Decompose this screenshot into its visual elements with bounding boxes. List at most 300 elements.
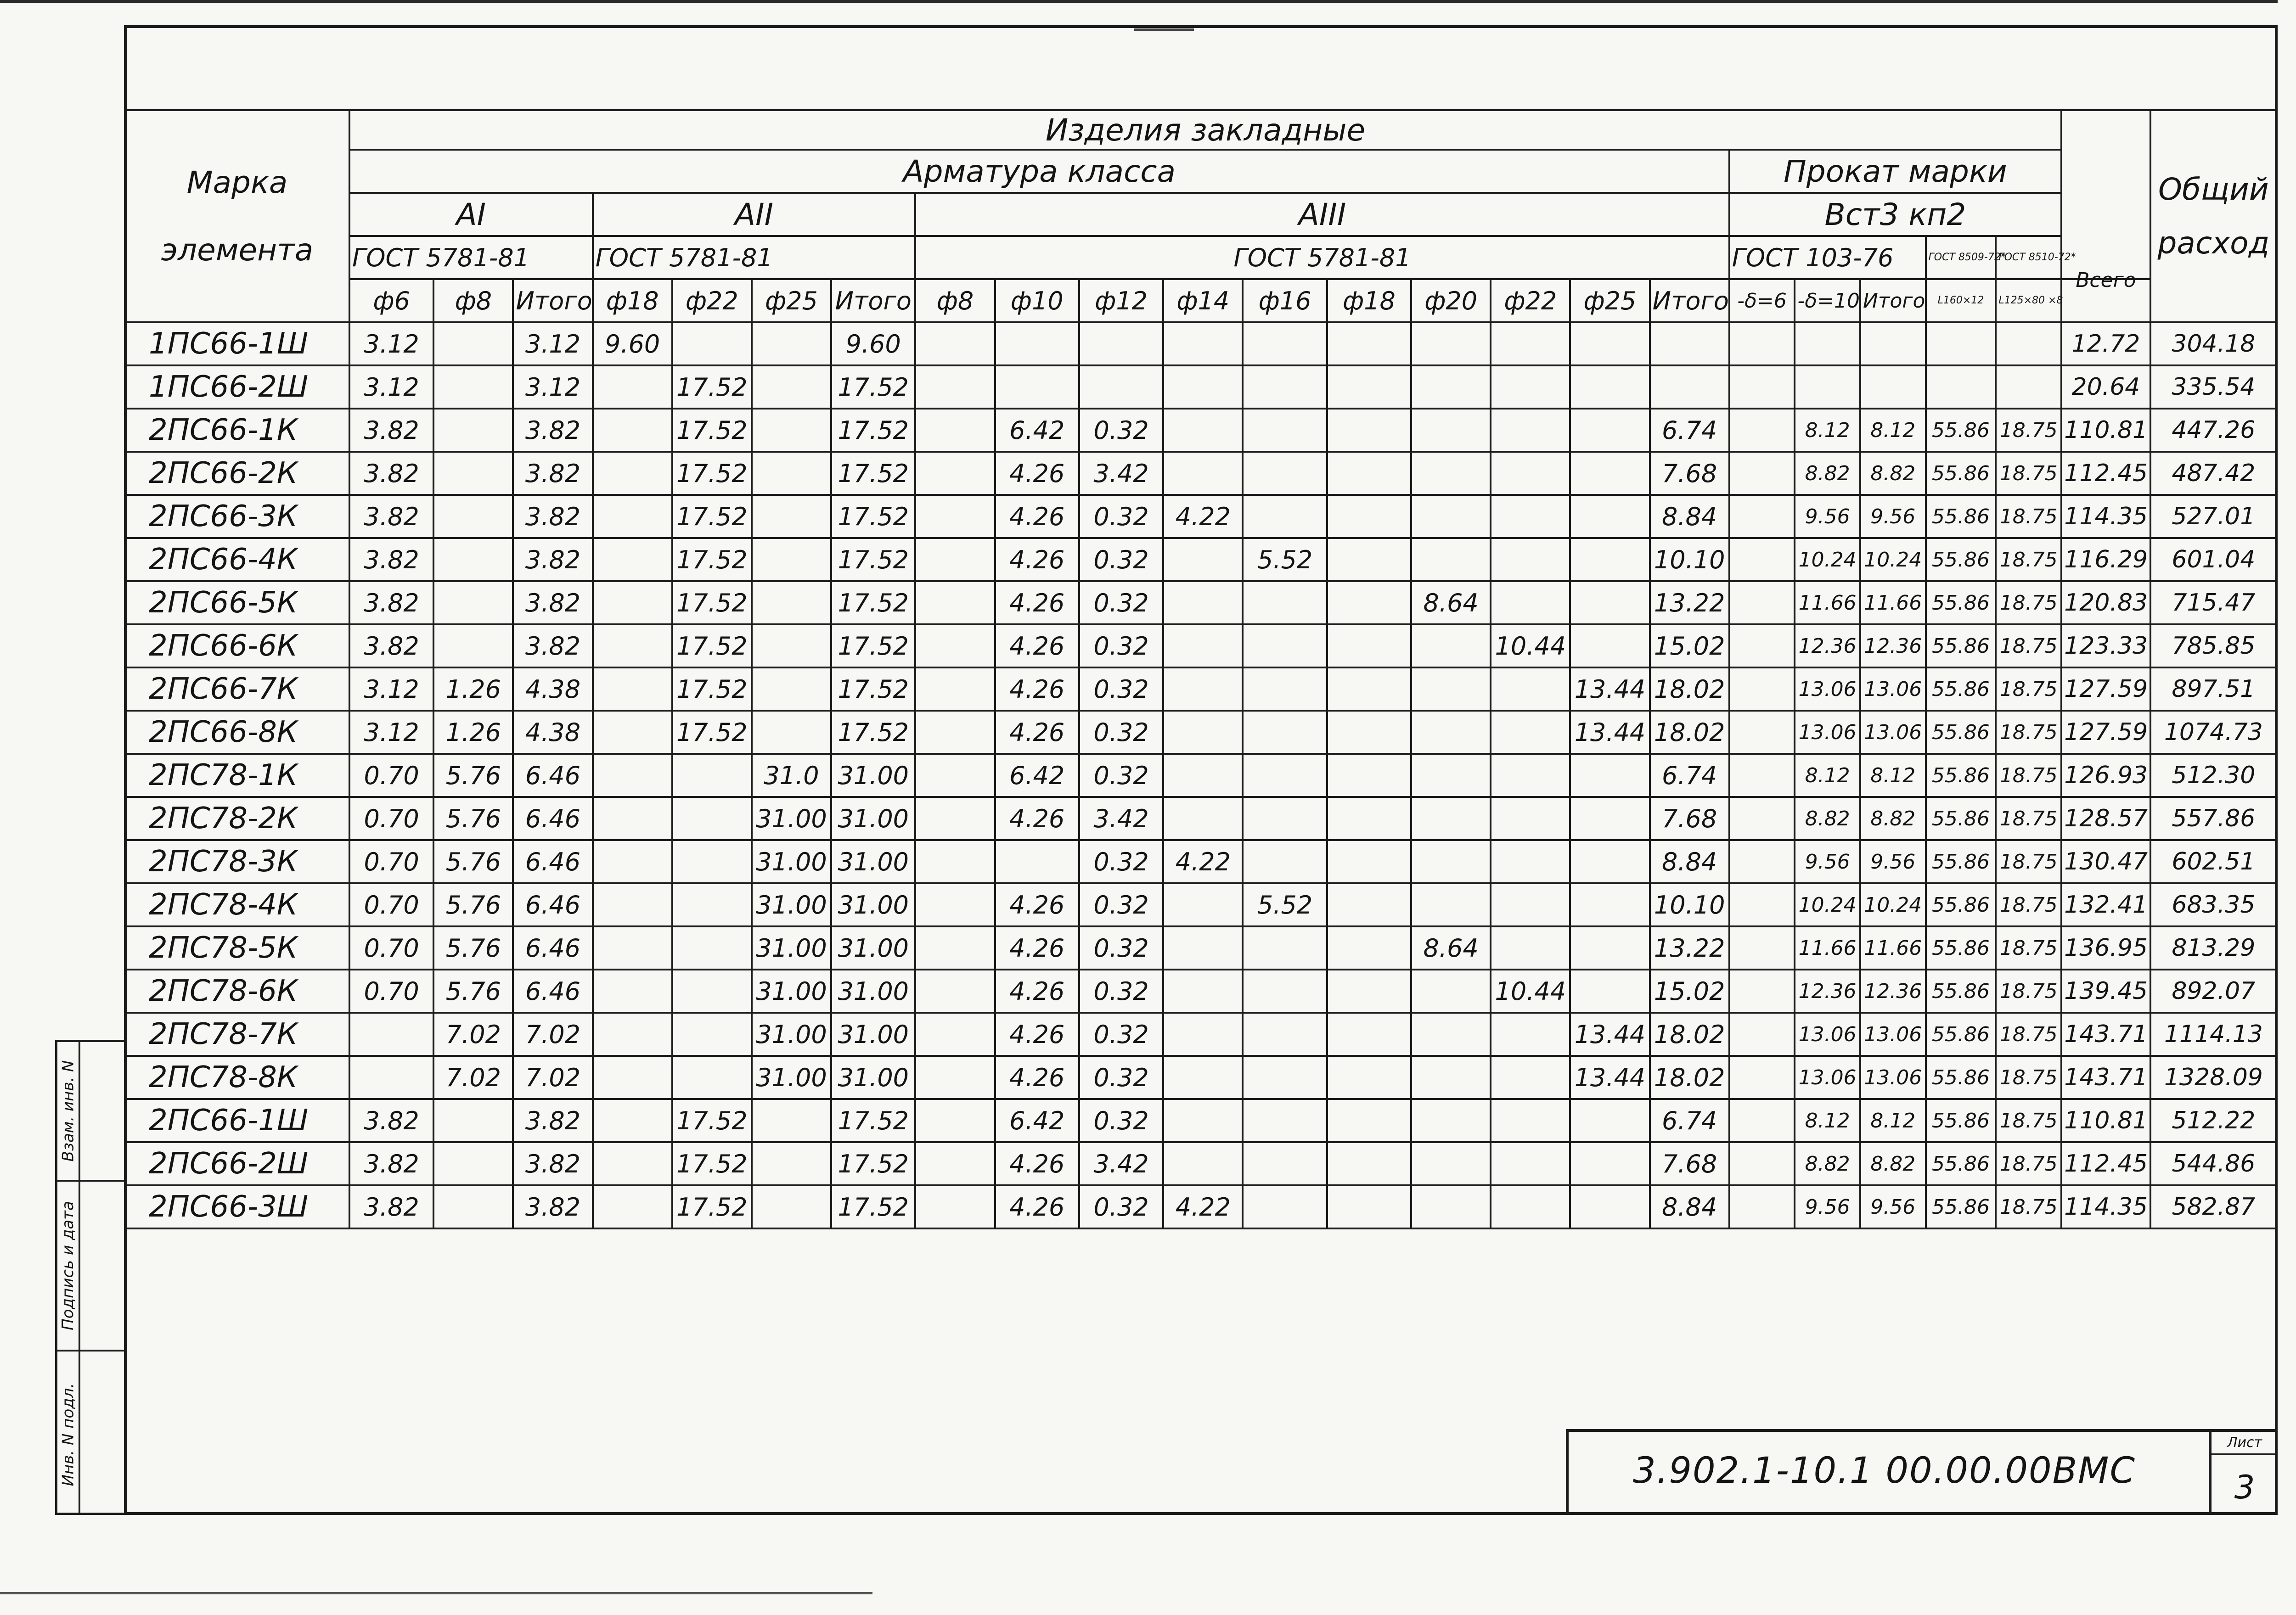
table-cell: 110.81 (2061, 1099, 2150, 1142)
table-cell (915, 495, 995, 538)
table-cell: 0.32 (1079, 1099, 1163, 1142)
table-cell (1411, 452, 1491, 495)
table-cell: 4.26 (995, 1185, 1079, 1228)
table-cell: 3.42 (1079, 1142, 1163, 1185)
table-cell: 0.32 (1079, 926, 1163, 970)
table-cell (752, 1142, 831, 1185)
table-cell: 114.35 (2061, 495, 2150, 538)
table-cell: 13.44 (1570, 711, 1649, 754)
table-cell (593, 1185, 672, 1228)
table-cell: 13.06 (1795, 1056, 1860, 1099)
table-cell: 11.66 (1860, 581, 1926, 624)
table-cell (1491, 926, 1570, 970)
table-cell: 13.06 (1795, 1013, 1860, 1056)
table-cell: 55.86 (1926, 1142, 1996, 1185)
table-cell: 13.22 (1650, 581, 1729, 624)
table-cell: 18.75 (1996, 624, 2061, 667)
table-cell: 31.00 (752, 1013, 831, 1056)
table-cell (1729, 797, 1795, 840)
page-edge-bottom (0, 1592, 872, 1594)
table-cell: 18.75 (1996, 667, 2061, 711)
table-cell: 8.82 (1795, 797, 1860, 840)
gost-a2: ГОСТ 5781-81 (593, 236, 916, 279)
table-cell: 13.06 (1860, 1056, 1926, 1099)
table-cell (1570, 624, 1649, 667)
table-cell (1570, 883, 1649, 926)
table-cell (1860, 365, 1926, 409)
table-cell: 582.87 (2150, 1185, 2277, 1228)
table-cell (1570, 409, 1649, 452)
table-cell: 4.26 (995, 667, 1079, 711)
table-cell (1411, 409, 1491, 452)
table-cell: 9.60 (831, 322, 915, 365)
table-cell: 5.76 (433, 840, 513, 883)
table-cell (915, 926, 995, 970)
table-cell (915, 452, 995, 495)
row-mark: 2ПС66-1К (125, 409, 349, 452)
table-cell (915, 365, 995, 409)
row-mark: 2ПС66-2К (125, 452, 349, 495)
table-cell: 10.24 (1860, 538, 1926, 581)
table-cell: 3.42 (1079, 452, 1163, 495)
side-stamp-col-blank (80, 1042, 126, 1513)
row-mark: 1ПС66-1Ш (125, 322, 349, 365)
table-cell (1926, 365, 1996, 409)
table-cell (1163, 409, 1243, 452)
table-cell: 17.52 (831, 409, 915, 452)
table-cell: 112.45 (2061, 1142, 2150, 1185)
table-cell (1491, 711, 1570, 754)
table-cell (1411, 711, 1491, 754)
table-cell: 3.82 (349, 409, 433, 452)
table-cell (1243, 840, 1327, 883)
table-cell (1243, 452, 1327, 495)
table-cell (433, 624, 513, 667)
table-cell (1570, 1099, 1649, 1142)
table-row (125, 1013, 2277, 1056)
table-cell: 130.47 (2061, 840, 2150, 883)
table-row (125, 1185, 2277, 1228)
table-cell (593, 797, 672, 840)
table-cell: 8.82 (1795, 1142, 1860, 1185)
table-cell (1411, 883, 1491, 926)
table-cell (1327, 538, 1411, 581)
table-cell: 18.02 (1650, 1056, 1729, 1099)
table-cell (672, 840, 752, 883)
table-cell: 3.82 (349, 1185, 433, 1228)
col-head: -δ=6 (1729, 279, 1795, 322)
table-cell: 13.06 (1795, 711, 1860, 754)
table-cell: 13.22 (1650, 926, 1729, 970)
table-cell: 18.75 (1996, 926, 2061, 970)
table-cell (1570, 581, 1649, 624)
table-cell: 3.82 (349, 538, 433, 581)
table-cell: 3.82 (513, 538, 592, 581)
side-cell-blank (80, 1180, 126, 1350)
table-cell (1570, 970, 1649, 1013)
table-cell: 13.06 (1860, 667, 1926, 711)
table-cell: 0.70 (349, 970, 433, 1013)
table-cell: 0.70 (349, 926, 433, 970)
table-cell: 0.70 (349, 883, 433, 926)
table-cell (1570, 1185, 1649, 1228)
table-row (125, 667, 2277, 711)
table-cell: 8.12 (1795, 754, 1860, 797)
table-cell: 17.52 (672, 409, 752, 452)
table-cell (1411, 754, 1491, 797)
table-cell (1163, 1099, 1243, 1142)
table-cell (1243, 926, 1327, 970)
table-cell (1163, 322, 1243, 365)
table-cell: 55.86 (1926, 797, 1996, 840)
table-row (125, 754, 2277, 797)
table-cell (1243, 581, 1327, 624)
table-cell: 55.86 (1926, 1013, 1996, 1056)
table-cell: 13.44 (1570, 1056, 1649, 1099)
table-cell: 18.75 (1996, 538, 2061, 581)
table-cell: 9.56 (1795, 840, 1860, 883)
table-cell: 31.00 (831, 1013, 915, 1056)
table-row (125, 711, 2277, 754)
table-cell: 55.86 (1926, 711, 1996, 754)
table-cell: 8.82 (1860, 797, 1926, 840)
table-cell (1327, 1099, 1411, 1142)
table-cell: 55.86 (1926, 409, 1996, 452)
table-cell (1327, 624, 1411, 667)
row-mark: 2ПС78-4К (125, 883, 349, 926)
table-cell (752, 1185, 831, 1228)
class-a3: АIII (915, 193, 1729, 236)
table-cell (995, 840, 1079, 883)
table-cell: 55.86 (1926, 970, 1996, 1013)
table-cell (433, 1185, 513, 1228)
table-cell: 15.02 (1650, 970, 1729, 1013)
table-cell: 8.84 (1650, 1185, 1729, 1228)
table-cell: 1.26 (433, 711, 513, 754)
table-cell: 4.26 (995, 452, 1079, 495)
table-row (125, 581, 2277, 624)
table-cell: 512.22 (2150, 1099, 2277, 1142)
table-cell: 10.10 (1650, 538, 1729, 581)
table-cell (1243, 667, 1327, 711)
table-cell: 18.02 (1650, 667, 1729, 711)
table-cell: 17.52 (831, 365, 915, 409)
table-cell: 0.32 (1079, 754, 1163, 797)
class-a1: АI (349, 193, 593, 236)
table-cell: 4.38 (513, 711, 592, 754)
table-cell: 6.46 (513, 926, 592, 970)
table-cell: 0.70 (349, 840, 433, 883)
row-mark: 2ПС78-7К (125, 1013, 349, 1056)
table-cell (433, 452, 513, 495)
table-cell: 13.06 (1795, 667, 1860, 711)
table-cell (1729, 624, 1795, 667)
table-cell (1650, 365, 1729, 409)
col-head: Итого (1650, 279, 1729, 322)
table-cell: 8.12 (1795, 1099, 1860, 1142)
table-cell (1729, 452, 1795, 495)
table-cell: 5.52 (1243, 538, 1327, 581)
col-head: L160×12 (1926, 279, 1996, 322)
table-row (125, 624, 2277, 667)
table-cell: 9.60 (593, 322, 672, 365)
table-cell (1327, 797, 1411, 840)
table-cell (1079, 322, 1163, 365)
table-cell: 31.00 (752, 1056, 831, 1099)
table-cell (1491, 495, 1570, 538)
table-cell (1411, 1185, 1491, 1228)
table-cell: 3.12 (513, 365, 592, 409)
table-cell (593, 452, 672, 495)
col-head: ф22 (1491, 279, 1570, 322)
table-cell: 139.45 (2061, 970, 2150, 1013)
table-cell: 18.75 (1996, 409, 2061, 452)
side-stamp-col (57, 1042, 80, 1513)
table-row (125, 452, 2277, 495)
table-cell (752, 538, 831, 581)
table-cell: 18.75 (1996, 1185, 2061, 1228)
table-cell (433, 538, 513, 581)
table-cell: 132.41 (2061, 883, 2150, 926)
table-cell: 0.32 (1079, 581, 1163, 624)
table-cell: 18.75 (1996, 495, 2061, 538)
table-cell (1163, 1142, 1243, 1185)
table-cell: 17.52 (831, 711, 915, 754)
table-cell (1491, 797, 1570, 840)
table-cell (1411, 538, 1491, 581)
table-row (125, 1056, 2277, 1099)
table-cell (915, 1142, 995, 1185)
table-cell (1491, 1013, 1570, 1056)
table-cell: 136.95 (2061, 926, 2150, 970)
row-mark: 2ПС78-3К (125, 840, 349, 883)
table-cell: 8.84 (1650, 495, 1729, 538)
table-cell: 31.00 (752, 840, 831, 883)
table-cell: 112.45 (2061, 452, 2150, 495)
table-cell: 120.83 (2061, 581, 2150, 624)
table-cell: 0.32 (1079, 1056, 1163, 1099)
table-cell: 512.30 (2150, 754, 2277, 797)
table-cell: 17.52 (672, 711, 752, 754)
table-cell: 9.56 (1795, 495, 1860, 538)
table-cell (593, 1056, 672, 1099)
table-cell: 31.00 (752, 926, 831, 970)
table-cell: 487.42 (2150, 452, 2277, 495)
table-cell: 17.52 (672, 365, 752, 409)
table-cell (1327, 926, 1411, 970)
table-cell: 12.36 (1795, 624, 1860, 667)
table-cell: 6.46 (513, 840, 592, 883)
table-cell: 128.57 (2061, 797, 2150, 840)
table-cell (593, 926, 672, 970)
table-cell: 6.46 (513, 797, 592, 840)
table-cell: 17.52 (672, 1185, 752, 1228)
row-mark: 2ПС66-2Ш (125, 1142, 349, 1185)
table-cell: 5.76 (433, 797, 513, 840)
table-cell (1327, 409, 1411, 452)
table-row (125, 797, 2277, 840)
table-cell: 6.46 (513, 754, 592, 797)
table-row (125, 840, 2277, 883)
table-cell (433, 495, 513, 538)
table-cell: 0.70 (349, 797, 433, 840)
table-cell: 683.35 (2150, 883, 2277, 926)
table-cell (1729, 1013, 1795, 1056)
table-cell (752, 495, 831, 538)
table-cell: 5.76 (433, 926, 513, 970)
table-cell: 7.02 (433, 1056, 513, 1099)
table-cell: 4.26 (995, 1142, 1079, 1185)
table-cell: 8.82 (1860, 452, 1926, 495)
col-head: ф8 (915, 279, 995, 322)
table-cell: 31.0 (752, 754, 831, 797)
table-cell: 17.52 (831, 1099, 915, 1142)
table-cell (433, 322, 513, 365)
table-cell: 143.71 (2061, 1056, 2150, 1099)
table-cell (1411, 365, 1491, 409)
table-cell: 5.76 (433, 883, 513, 926)
table-cell (1243, 1142, 1327, 1185)
table-cell: 17.52 (672, 581, 752, 624)
table-cell: 18.75 (1996, 840, 2061, 883)
table-cell (672, 926, 752, 970)
table-cell: 0.32 (1079, 538, 1163, 581)
table-cell (433, 1099, 513, 1142)
table-cell: 123.33 (2061, 624, 2150, 667)
table-cell: 9.56 (1860, 1185, 1926, 1228)
table-cell: 55.86 (1926, 1099, 1996, 1142)
table-cell (1327, 1142, 1411, 1185)
table-cell (915, 667, 995, 711)
table-cell: 7.68 (1650, 797, 1729, 840)
element-label: элемента (161, 232, 314, 268)
table-cell: 7.68 (1650, 452, 1729, 495)
group-title: Изделия закладные (349, 110, 2061, 150)
table-cell: 18.75 (1996, 754, 2061, 797)
table-cell (593, 495, 672, 538)
table-cell (1327, 883, 1411, 926)
side-cell-orig: Инв. N подл. (57, 1350, 79, 1517)
table-cell: 4.22 (1163, 495, 1243, 538)
table-cell (1163, 1056, 1243, 1099)
table-cell: 17.52 (672, 1099, 752, 1142)
table-cell (1570, 322, 1649, 365)
table-cell: 3.82 (349, 495, 433, 538)
table-cell: 10.10 (1650, 883, 1729, 926)
table-cell: 8.82 (1795, 452, 1860, 495)
col-head: ф18 (593, 279, 672, 322)
table-cell (1163, 667, 1243, 711)
row-mark: 2ПС78-5К (125, 926, 349, 970)
table-cell: 3.82 (513, 1142, 592, 1185)
table-cell (1327, 1013, 1411, 1056)
row-mark: 2ПС66-3К (125, 495, 349, 538)
table-cell (752, 711, 831, 754)
table-cell: 1114.13 (2150, 1013, 2277, 1056)
table-cell (433, 409, 513, 452)
col-head: Итого (513, 279, 592, 322)
table-cell: 4.26 (995, 1013, 1079, 1056)
table-cell: 12.72 (2061, 322, 2150, 365)
table-cell (915, 1185, 995, 1228)
table-cell: 602.51 (2150, 840, 2277, 883)
table-cell (1491, 1056, 1570, 1099)
table-cell: 31.00 (831, 883, 915, 926)
table-cell (1163, 365, 1243, 409)
table-cell (593, 970, 672, 1013)
col-head: ф25 (1570, 279, 1649, 322)
table-cell: 18.75 (1996, 711, 2061, 754)
table-cell: 4.26 (995, 926, 1079, 970)
table-cell: 0.32 (1079, 970, 1163, 1013)
table-cell: 31.00 (752, 970, 831, 1013)
table-cell (1243, 1056, 1327, 1099)
table-cell: 8.12 (1860, 409, 1926, 452)
table-cell (915, 711, 995, 754)
table-cell (1491, 840, 1570, 883)
table-cell (1729, 883, 1795, 926)
table-cell: 4.26 (995, 581, 1079, 624)
table-cell: 0.32 (1079, 495, 1163, 538)
table-cell: 3.82 (513, 495, 592, 538)
table-cell (752, 1099, 831, 1142)
table-cell (1327, 1056, 1411, 1099)
table-cell: 0.32 (1079, 409, 1163, 452)
table-cell (349, 1013, 433, 1056)
table-cell (433, 581, 513, 624)
table-cell: 12.36 (1860, 624, 1926, 667)
table-cell (1411, 624, 1491, 667)
table-cell: 55.86 (1926, 624, 1996, 667)
table-cell: 7.02 (513, 1056, 592, 1099)
table-cell (1570, 754, 1649, 797)
table-cell: 8.12 (1860, 754, 1926, 797)
table-cell: 4.26 (995, 1056, 1079, 1099)
table-cell (1729, 754, 1795, 797)
table-cell (1570, 495, 1649, 538)
table-cell: 4.26 (995, 883, 1079, 926)
table-cell: 31.00 (831, 840, 915, 883)
table-cell (1795, 365, 1860, 409)
sheet-box (2209, 1432, 2278, 1515)
table-cell (593, 1142, 672, 1185)
table-cell: 116.29 (2061, 538, 2150, 581)
table-cell: 31.00 (831, 970, 915, 1013)
table-cell (349, 1056, 433, 1099)
table-cell: 18.75 (1996, 883, 2061, 926)
table-cell: 4.26 (995, 624, 1079, 667)
table-cell: 18.75 (1996, 452, 2061, 495)
gost-angle1: ГОСТ 8509-72* (1926, 236, 1996, 279)
table-cell (593, 1099, 672, 1142)
table-cell (672, 322, 752, 365)
table-cell: 557.86 (2150, 797, 2277, 840)
table-cell: 31.00 (831, 797, 915, 840)
table-cell (1243, 797, 1327, 840)
table-cell (1729, 581, 1795, 624)
table-row (125, 409, 2277, 452)
table-cell (1411, 1056, 1491, 1099)
table-row (125, 365, 2277, 409)
table-cell (1729, 1099, 1795, 1142)
sheet-label: Лист (2212, 1435, 2278, 1455)
table-cell: 0.32 (1079, 667, 1163, 711)
table-cell (1163, 624, 1243, 667)
table-cell: 3.82 (349, 1099, 433, 1142)
table-cell: 6.42 (995, 409, 1079, 452)
table-cell: 6.74 (1650, 409, 1729, 452)
table-cell (1729, 495, 1795, 538)
